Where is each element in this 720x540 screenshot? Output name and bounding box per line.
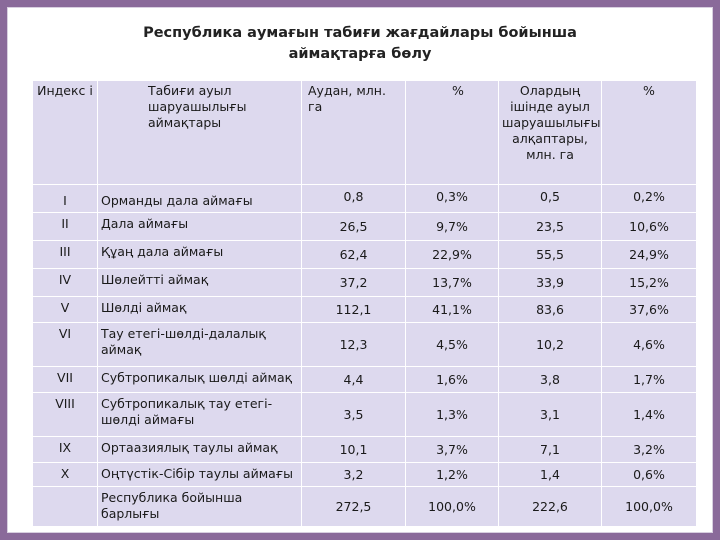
cell-area: 62,4	[302, 241, 406, 269]
table-row	[33, 241, 697, 269]
cell-agri-percent: 1,4%	[602, 393, 697, 437]
cell-area-percent: 22,9%	[406, 241, 499, 269]
cell-agri-land: 33,9	[499, 269, 602, 297]
cell-area: 10,1	[302, 437, 406, 463]
cell-zone: Құаң дала аймағы	[98, 241, 302, 269]
cell-agri-land: 1,4	[499, 463, 602, 487]
table-row	[33, 297, 697, 323]
cell-agri-land: 83,6	[499, 297, 602, 323]
cell-agri-land: 10,2	[499, 323, 602, 367]
header-agri-percent: %	[602, 81, 697, 185]
header-zone: Табиғи ауыл шаруашылығы аймақтары	[98, 81, 302, 185]
table-row	[33, 393, 697, 437]
cell-area-percent: 13,7%	[406, 269, 499, 297]
slide	[7, 7, 713, 533]
cell-agri-land: 23,5	[499, 213, 602, 241]
header-area-percent: %	[406, 81, 499, 185]
header-agri-land: Олардың ішінде ауыл шаруашылығы алқаптары, млн. га	[499, 81, 602, 185]
cell-agri-land: 3,8	[499, 367, 602, 393]
title-line-1: Республика аумағын табиғи жағдайлары бойынша	[143, 25, 577, 41]
cell-index	[33, 487, 98, 527]
table-row	[33, 269, 697, 297]
cell-area-percent: 1,6%	[406, 367, 499, 393]
cell-agri-percent: 24,9%	[602, 241, 697, 269]
page-title	[7, 23, 713, 65]
cell-zone: Оңтүстік-Сібір таулы аймағы	[98, 463, 302, 487]
cell-index: II	[33, 213, 98, 241]
table-row	[33, 213, 697, 241]
table-row	[33, 437, 697, 463]
table-row	[33, 323, 697, 367]
cell-area: 12,3	[302, 323, 406, 367]
cell-agri-percent: 0,6%	[602, 463, 697, 487]
zones-table	[32, 80, 697, 527]
cell-agri-land: 7,1	[499, 437, 602, 463]
cell-agri-land: 222,6	[499, 487, 602, 527]
cell-area: 3,2	[302, 463, 406, 487]
cell-agri-percent: 15,2%	[602, 269, 697, 297]
cell-agri-percent: 10,6%	[602, 213, 697, 241]
cell-area-percent: 1,3%	[406, 393, 499, 437]
cell-agri-land: 3,1	[499, 393, 602, 437]
table-row	[33, 487, 697, 527]
cell-area: 26,5	[302, 213, 406, 241]
cell-area: 0,8	[302, 185, 406, 213]
cell-index: VII	[33, 367, 98, 393]
cell-zone: Дала аймағы	[98, 213, 302, 241]
title-line-2: аймақтарға бөлу	[288, 46, 432, 62]
table-row	[33, 185, 697, 213]
cell-area-percent: 1,2%	[406, 463, 499, 487]
cell-agri-percent: 4,6%	[602, 323, 697, 367]
cell-area-percent: 0,3%	[406, 185, 499, 213]
cell-zone: Республика бойынша барлығы	[98, 487, 302, 527]
cell-agri-land: 0,5	[499, 185, 602, 213]
cell-index: IX	[33, 437, 98, 463]
cell-index: VI	[33, 323, 98, 367]
table-row	[33, 463, 697, 487]
cell-zone: Ортаазиялық таулы аймақ	[98, 437, 302, 463]
cell-area-percent: 9,7%	[406, 213, 499, 241]
cell-area-percent: 4,5%	[406, 323, 499, 367]
cell-zone: Шөлейтті аймақ	[98, 269, 302, 297]
cell-index: X	[33, 463, 98, 487]
header-index: Индекс і	[33, 81, 98, 185]
cell-index: V	[33, 297, 98, 323]
cell-area-percent: 41,1%	[406, 297, 499, 323]
cell-area-percent: 3,7%	[406, 437, 499, 463]
cell-agri-percent: 100,0%	[602, 487, 697, 527]
cell-zone: Шөлді аймақ	[98, 297, 302, 323]
cell-agri-percent: 0,2%	[602, 185, 697, 213]
cell-agri-percent: 1,7%	[602, 367, 697, 393]
cell-area: 37,2	[302, 269, 406, 297]
cell-zone: Субтропикалық шөлді аймақ	[98, 367, 302, 393]
cell-agri-land: 55,5	[499, 241, 602, 269]
cell-index: VIII	[33, 393, 98, 437]
cell-area: 3,5	[302, 393, 406, 437]
cell-zone: Субтропикалық тау етегі-шөлді аймағы	[98, 393, 302, 437]
cell-area: 272,5	[302, 487, 406, 527]
cell-agri-percent: 37,6%	[602, 297, 697, 323]
cell-index: III	[33, 241, 98, 269]
cell-zone: Тау етегі-шөлді-далалық аймақ	[98, 323, 302, 367]
cell-area: 112,1	[302, 297, 406, 323]
table-row	[33, 367, 697, 393]
cell-index: IV	[33, 269, 98, 297]
cell-index: I	[33, 185, 98, 213]
header-area: Аудан, млн. га	[302, 81, 406, 185]
table-header-row	[33, 81, 697, 185]
cell-agri-percent: 3,2%	[602, 437, 697, 463]
cell-zone: Орманды дала аймағы	[98, 185, 302, 213]
cell-area-percent: 100,0%	[406, 487, 499, 527]
cell-area: 4,4	[302, 367, 406, 393]
